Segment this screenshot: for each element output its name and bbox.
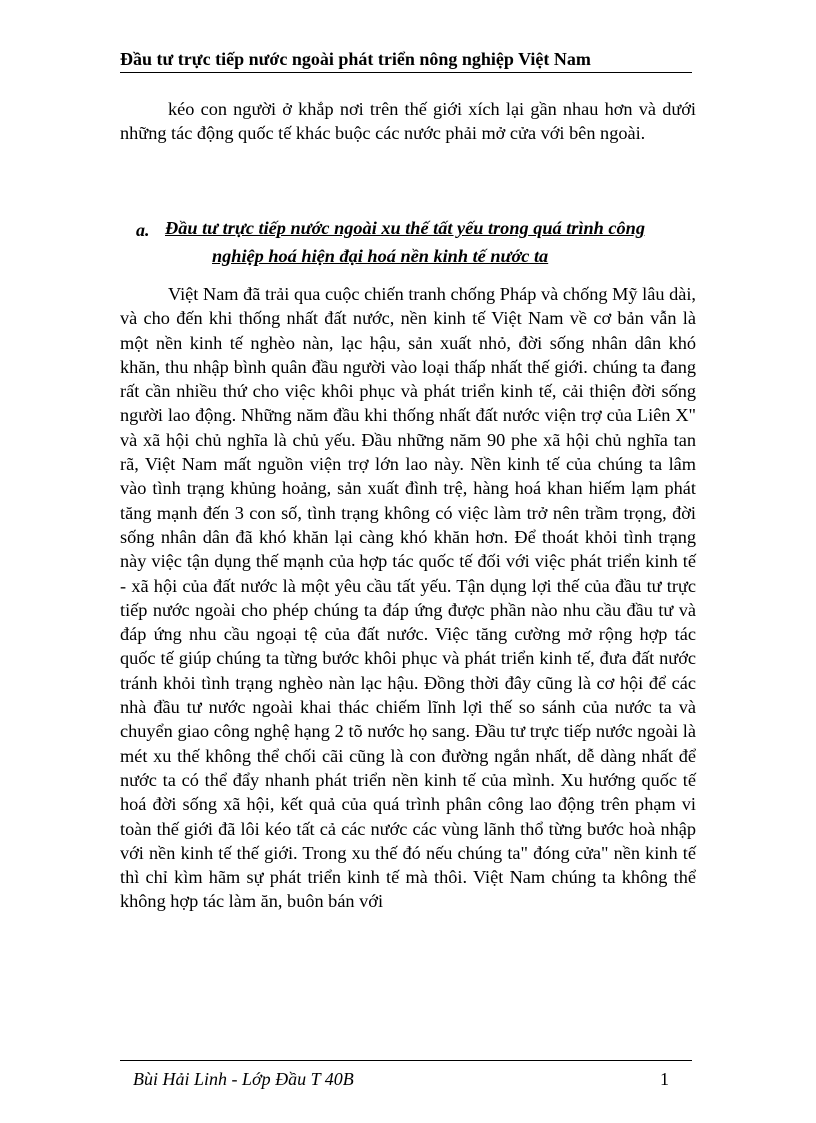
section-title-line-2: nghiệp hoá hiện đại hoá nền kinh tế nước ta [212,246,549,266]
header-divider [120,72,692,73]
section-title-line-1: Đầu tư trực tiếp nước ngoài xu thế tất yếu trong quá trình công [165,218,645,238]
paragraph-1-text: kéo con người ở khắp nơi trên thế giới xích lại gần nhau hơn và dưới những tác động quốc tế khác buộc các nước phải mở cửa với bên ngoài. [120,99,696,144]
body-paragraph-1 [120,97,696,146]
page-header-title: Đầu tư trực tiếp nước ngoài phát triển nông nghiệp Việt Nam [120,49,591,69]
body-paragraph-2 [120,282,696,914]
page-number: 1 [660,1069,669,1089]
paragraph-2-text: Việt Nam đã trải qua cuộc chiến tranh chống Pháp và chống Mỹ lâu dài, và cho đến khi thống nhất đất nước, nền kinh tế Việt Nam về cơ bản vẫn là một nền kinh tế nghèo nàn, lạc hậu, sản xuất nhỏ, đời sống nhân dân khó khăn, thu nhập bình quân đầu người vào loại thấp nhất thế giới. chúng ta đang rất cần nhiều thứ cho việc khôi phục và phát triển kinh tế, cải thiện đời sống người lao động. Những năm đầu khi thống nhất đất nước viện trợ của Liên X" và xã hội chủ nghĩa là chủ yếu. Đầu những năm 90 phe xã hội chủ nghĩa tan rã, Việt Nam mất nguồn viện trợ lớn lao này. Nền kinh tế của chúng ta lâm vào tình trạng khủng hoảng, sản xuất đình trệ, hàng hoá khan hiếm lạm phát tăng mạnh đến 3 con số, tình trạng không có việc làm trở nên trầm trọng, đời sống nhân dân đã khó khăn lại càng khó khăn hơn. Để thoát khỏi tình trạng này việc tận dụng thế mạnh của hợp tác quốc tế đối với việc phát triển kinh tế - xã hội của đất nước là một yêu cầu tất yếu. Tận dụng lợi thế của đầu tư trực tiếp nước ngoài cho phép chúng ta đáp ứng được phần nào nhu cầu đầu tư và đáp ứng nhu cầu ngoại tệ của đất nước. Việc tăng cường mở rộng hợp tác quốc tế giúp chúng ta từng bước khôi phục và phát triển kinh tế, đưa đất nước tránh khỏi tình trạng nghèo nàn lạc hậu. Đồng thời đây cũng là cơ hội để các nhà đầu tư nước ngoài khai thác chiếm lĩnh lợi thế so sánh của nước ta và chuyển giao công nghệ hạng 2 tõ nước họ sang. Đầu tư trực tiếp nước ngoài là mét xu thế không thể chối cãi cũng là con đường ngắn nhất, dễ dàng nhất để nước ta có thể đẩy nhanh phát triển nền kinh tế của mình. Xu hướng quốc tế hoá đời sống xã hội, kết quả của quá trình phân công lao động trên phạm vi toàn thế giới đã lôi kéo tất cả các nước các vùng lãnh thổ từng bước hoà nhập với nền kinh tế thế giới. Trong xu thế đó nếu chúng ta" đóng cửa" nền kinh tế thì chỉ kìm hãm sự phát triển kinh tế mà thôi. Việt Nam chúng ta không thể không hợp tác làm ăn, buôn bán với [120,284,696,912]
section-marker: a. [136,220,150,240]
footer-divider [120,1060,692,1061]
footer-author: Bùi Hải Linh - Lớp Đầu T 40B [133,1069,354,1089]
